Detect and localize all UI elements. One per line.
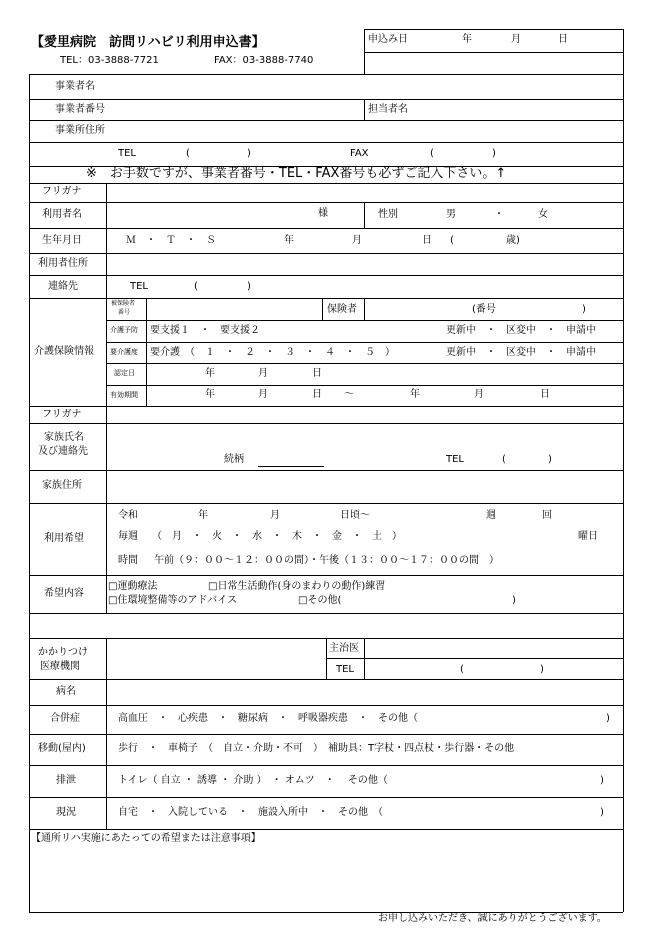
notice-text: ※ お手数ですが、事業者番号・TEL・FAX番号も必ずご記入下さい。↑ [86,166,507,181]
user-contact-label: 連絡先 [48,281,78,292]
gender-label: 性別 [378,209,398,220]
family-relation-label: 続柄 [224,454,244,465]
business-fax-label: FAX [350,148,369,159]
schedule-time-label: 時間 [118,555,138,566]
hospital-tel: TEL：03-3888-7721 [60,55,159,66]
business-fax-close: ) [492,148,496,159]
business-tel-label: TEL [118,148,136,159]
schedule-week: 週 [486,510,496,521]
schedule-weekly: 毎週 [118,531,138,542]
insurer-number-close: ) [582,304,586,315]
insured-number-label-2: 番号 [118,309,131,316]
business-tel-open: ( [186,148,190,159]
clinic-label-1: かかりつけ [38,647,88,658]
user-name-label: 利用者名 [42,209,82,220]
prevention-label: 介護予防 [110,326,138,334]
insured-number-label-1: 被保険者 [111,300,136,307]
birth-label: 生年月日 [42,235,82,246]
valid-to-day: 日 [540,389,550,400]
business-address-label: 事業所住所 [55,125,105,136]
doctor-tel-open: ( [460,664,464,675]
gender-dot: ・ [494,209,504,220]
valid-to-year: 年 [410,389,420,400]
schedule-year: 年 [198,510,208,521]
insurer-label: 保険者 [327,304,357,315]
application-day-label: 日 [558,34,568,45]
schedule-time-slots: 午前（９：００～１２：００の間）・午後（１３：００～１７：００の間 ） [154,555,499,566]
comorbidity-label: 合併症 [50,713,80,724]
certified-month: 月 [258,368,268,379]
schedule-reiwa: 令和 [118,510,138,521]
mobility-label: 移動(屋内) [38,743,86,754]
birth-year-label: 年 [284,235,294,246]
valid-tilde: ～ [344,389,354,400]
family-tel-close: ) [548,454,552,465]
certified-day: 日 [312,368,322,379]
prevention-levels: 要支援１ ・ 要支援２ [150,325,260,336]
request-other-checkbox[interactable]: □その他( [298,595,342,606]
doctor-tel-close: ) [540,664,544,675]
notes-label: 【通所リハ実施にあたっての希望または注意事項】 [31,833,261,844]
current-status-options: 自宅 ・ 入院している ・ 施設入所中 ・ その他 （ [118,807,383,818]
current-status-label: 現況 [56,807,76,818]
valid-from-year: 年 [205,389,215,400]
certified-year: 年 [205,368,215,379]
schedule-days: （ 月 ・ 火 ・ 水 ・ 木 ・ 金 ・ 土 ） [152,531,402,542]
gender-female: 女 [538,209,548,220]
comorbidity-options: 高血圧 ・ 心疾患 ・ 糖尿病 ・ 呼吸器疾患 ・ その他（ [118,713,418,724]
user-furigana-label: フリガナ [42,186,82,197]
doctor-tel-label: TEL [336,664,354,675]
request-other-close: ) [512,595,516,606]
mobility-options: 歩行 ・ 車椅子 （ 自立・介助・不可 ） 補助具：T字杖・四点杖・歩行器・その他 [118,743,515,754]
certified-date-label: 認定日 [114,369,135,377]
schedule-from-day: 日頃～ [340,510,370,521]
prevention-status-options: 更新中 ・ 区変中 ・ 申請中 [446,325,596,336]
application-date-label: 申込み日 [368,34,408,45]
application-year-label: 年 [462,34,472,45]
business-tel-close: ) [247,148,251,159]
valid-from-month: 月 [258,389,268,400]
insurance-section-label: 介護保険情報 [34,346,94,357]
clinic-label-2: 医療機関 [40,661,80,672]
comorbidity-close: ) [606,713,610,724]
schedule-month: 月 [270,510,280,521]
toilet-label: 排泄 [56,775,76,786]
birth-day-label: 日 [422,235,432,246]
family-name-label-2: 及び連絡先 [38,446,88,457]
toilet-options: トイレ（ 自立 ・ 誘導 ・ 介助 ） ・ オムツ ・ その他（ [118,775,388,786]
application-month-label: 月 [511,34,521,45]
insurer-number-open: (番号 [472,304,496,315]
birth-eras: Ｍ ・ Ｔ ・ Ｓ [126,235,216,246]
request-label: 希望内容 [44,588,84,599]
family-tel-label: TEL [446,454,464,465]
gender-male: 男 [446,209,456,220]
schedule-youbi: 曜日 [578,531,598,542]
business-number-label: 事業者番号 [55,104,105,115]
schedule-label: 利用希望 [44,533,84,544]
family-address-label: 家族住所 [42,480,82,491]
toilet-close: ) [600,775,604,786]
valid-from-day: 日 [312,389,322,400]
family-furigana-label: フリガナ [42,409,82,420]
age-open: ( [450,235,454,246]
care-status-options: 更新中 ・ 区変中 ・ 申請中 [446,347,596,358]
footer-thanks: お申し込みいただき、誠にありがとうございます。 [378,913,607,924]
current-status-close: ) [600,807,604,818]
form-title: 【愛里病院 訪問リハビリ利用申込書】 [31,35,265,50]
user-tel-label: TEL [130,281,148,292]
family-tel-open: ( [502,454,506,465]
user-sama: 様 [318,208,328,219]
birth-month-label: 月 [352,235,362,246]
hospital-fax: FAX：03-3888-7740 [214,55,314,66]
valid-period-label: 有効期間 [110,391,138,399]
contact-person-label: 担当者名 [368,104,408,115]
request-adl-checkbox[interactable]: □日常生活動作(身のまわりの動作)練習 [208,581,386,592]
request-environment-checkbox[interactable]: □住環境整備等のアドバイス [108,595,238,606]
user-tel-close: ) [247,281,251,292]
business-fax-open: ( [430,148,434,159]
valid-to-month: 月 [474,389,484,400]
attending-doctor-label: 主治医 [329,643,359,654]
schedule-times: 回 [542,510,552,521]
business-name-label: 事業者名 [55,81,95,92]
care-levels: 要介護 （ １ ・ ２ ・ ３ ・ ４ ・ ５ ） [150,347,395,358]
user-tel-open: ( [194,281,198,292]
age-close: 歳) [506,235,520,246]
family-name-label-1: 家族氏名 [44,432,84,443]
disease-label: 病名 [56,686,76,697]
request-exercise-checkbox[interactable]: □運動療法 [108,581,158,592]
user-address-label: 利用者住所 [38,258,88,269]
care-level-label: 要介護度 [110,348,138,356]
